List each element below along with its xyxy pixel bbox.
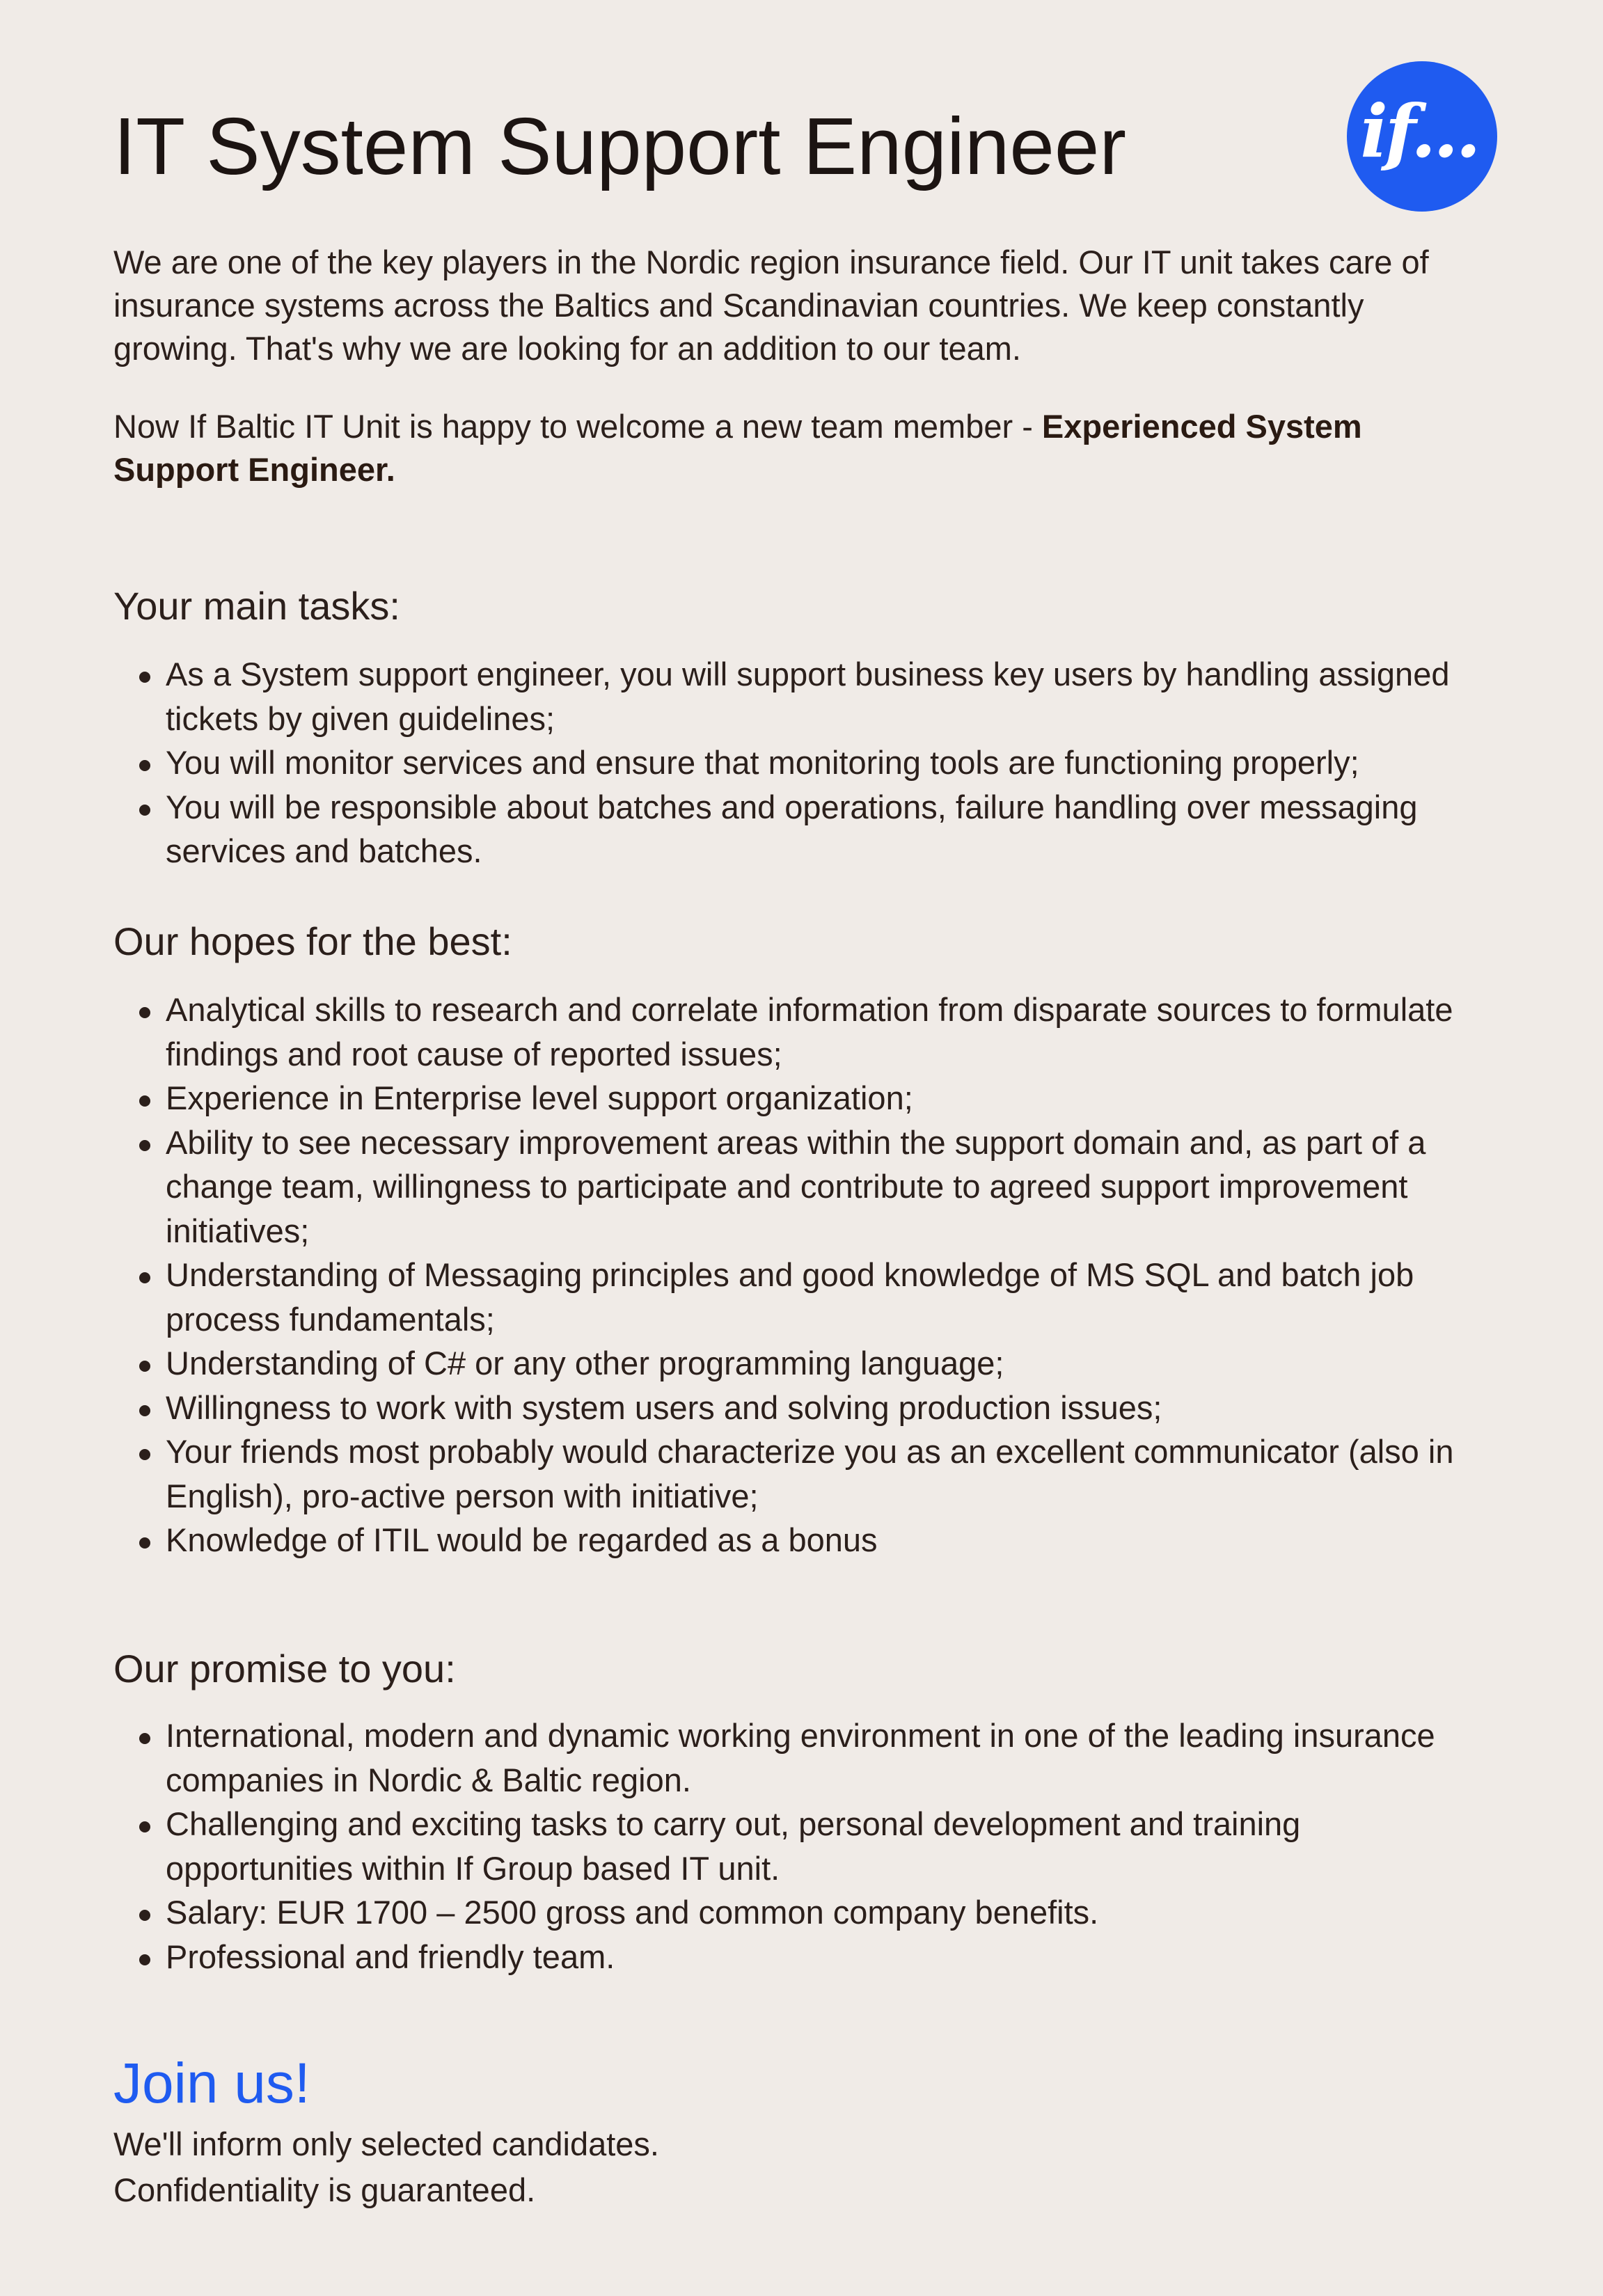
- page-title: IT System Support Engineer: [113, 101, 1127, 191]
- list-item-text: As a System support engineer, you will support business key users by handling assigned tickets by given guidelines;: [166, 656, 1450, 737]
- promise-heading: Our promise to you:: [113, 1647, 456, 1691]
- list-item-text: You will be responsible about batches and operations, failure handling over messaging services and batches.: [166, 788, 1418, 869]
- list-item-text: Your friends most probably would characterize you as an excellent communicator (also in English), pro-active person with initiative;: [166, 1433, 1454, 1514]
- list-item: [136, 988, 1480, 1076]
- list-item: [136, 1713, 1480, 1802]
- intro-welcome-text: Now If Baltic IT Unit is happy to welcome a new team member -: [113, 408, 1042, 445]
- list-item: [136, 1518, 1480, 1562]
- list-item-text: Understanding of C# or any other programming language;: [166, 1345, 1004, 1381]
- intro-paragraph: We are one of the key players in the Nordic region insurance field. Our IT unit takes care of insurance systems across the Baltics and Scandinavian countries. We keep constantly growing. That's why we are looking for an addition to our team.: [113, 244, 1429, 367]
- bullet-icon: [139, 1954, 150, 1965]
- tasks-list: [136, 652, 1480, 873]
- list-item-text: Challenging and exciting tasks to carry out, personal development and training opportunities within If Group based IT unit.: [166, 1805, 1301, 1887]
- join-us-heading: Join us!: [113, 2052, 310, 2115]
- promise-list: [136, 1713, 1480, 1979]
- footer-line-selected-candidates: We'll inform only selected candidates.: [113, 2125, 659, 2162]
- bullet-icon: [139, 1449, 150, 1460]
- bullet-icon: [139, 1733, 150, 1744]
- list-item-text: Analytical skills to research and correlate information from disparate sources to formulate findings and root cause of reported issues;: [166, 991, 1453, 1072]
- list-item-text: Experience in Enterprise level support organization;: [166, 1079, 913, 1116]
- list-item: [136, 741, 1480, 785]
- list-item-text: Salary: EUR 1700 – 2500 gross and common company benefits.: [166, 1894, 1099, 1931]
- list-item: [136, 652, 1480, 741]
- bullet-icon: [139, 1361, 150, 1372]
- bullet-icon: [139, 1910, 150, 1921]
- bullet-icon: [139, 1095, 150, 1107]
- bullet-icon: [139, 1405, 150, 1416]
- bullet-icon: [139, 1007, 150, 1018]
- list-item: [136, 1935, 1480, 1979]
- list-item: [136, 1253, 1480, 1341]
- hopes-list: [136, 988, 1480, 1562]
- list-item: [136, 1890, 1480, 1935]
- footer-notes: [113, 2121, 659, 2213]
- list-item: [136, 1802, 1480, 1890]
- list-item: [136, 1430, 1480, 1518]
- list-item: [136, 1121, 1480, 1253]
- list-item-text: Knowledge of ITIL would be regarded as a bonus: [166, 1521, 878, 1558]
- list-item: [136, 785, 1480, 873]
- intro-welcome-paragraph: [113, 405, 1464, 491]
- footer-line-confidentiality: Confidentiality is guaranteed.: [113, 2171, 536, 2208]
- list-item: [136, 1341, 1480, 1386]
- list-item-text: Willingness to work with system users and solving production issues;: [166, 1388, 1162, 1426]
- list-item: [136, 1386, 1480, 1430]
- list-item-text: Professional and friendly team.: [166, 1938, 615, 1975]
- bullet-icon: [139, 1272, 150, 1283]
- logo-text: if...: [1360, 88, 1478, 174]
- bullet-icon: [139, 672, 150, 683]
- list-item-text: Understanding of Messaging principles and good knowledge of MS SQL and batch job process fundamentals;: [166, 1256, 1414, 1338]
- list-item-text: International, modern and dynamic working environment in one of the leading insurance companies in Nordic & Baltic region.: [166, 1717, 1435, 1798]
- intro-welcome-role: Experienced System Support Engineer.: [113, 408, 1362, 488]
- list-item-text: Ability to see necessary improvement areas within the support domain and, as part of a change team, willingness to participate and contribute to agreed support improvement initiatives;: [166, 1123, 1426, 1249]
- list-item-text: You will monitor services and ensure that monitoring tools are functioning properly;: [166, 744, 1359, 781]
- bullet-icon: [139, 1140, 150, 1151]
- hopes-heading: Our hopes for the best:: [113, 919, 512, 963]
- bullet-icon: [139, 760, 150, 771]
- bullet-icon: [139, 1537, 150, 1549]
- bullet-icon: [139, 1821, 150, 1832]
- list-item: [136, 1076, 1480, 1121]
- bullet-icon: [139, 805, 150, 816]
- tasks-heading: Your main tasks:: [113, 584, 400, 628]
- if-logo: [1347, 61, 1497, 212]
